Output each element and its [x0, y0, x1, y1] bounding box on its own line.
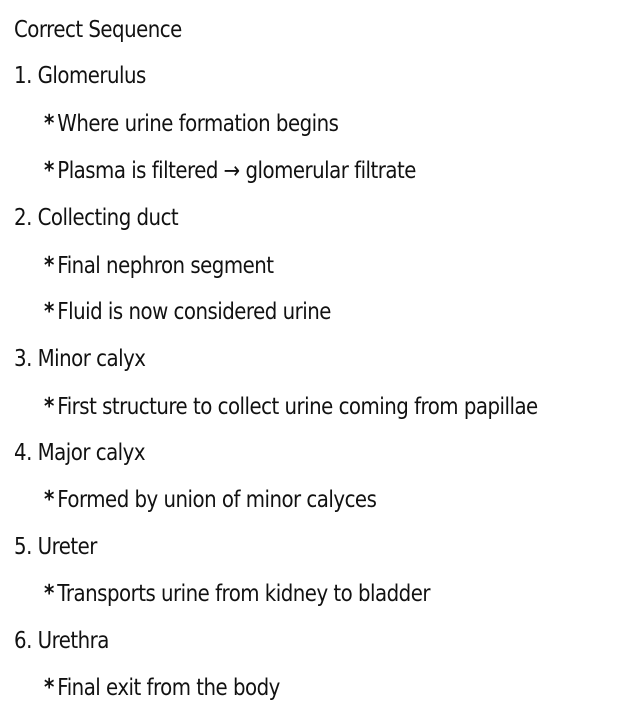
step-note-text: Plasma is filtered → glomerular filtrate	[57, 158, 416, 184]
step-heading: 5. Ureter	[14, 534, 97, 560]
step-heading: 4. Major calyx	[14, 440, 146, 466]
step-note	[44, 157, 416, 185]
step-note	[44, 110, 338, 138]
step-note-text: Transports urine from kidney to bladder	[57, 581, 430, 607]
asterisk-bullet-icon: *	[44, 299, 54, 325]
step-heading: 3. Minor calyx	[14, 346, 146, 372]
step-note	[44, 252, 273, 280]
step-note	[44, 393, 538, 421]
asterisk-bullet-icon: *	[44, 111, 54, 137]
step-note-text: Formed by union of minor calyces	[57, 487, 377, 513]
asterisk-bullet-icon: *	[44, 253, 54, 279]
asterisk-bullet-icon: *	[44, 675, 54, 701]
asterisk-bullet-icon: *	[44, 581, 54, 607]
asterisk-bullet-icon: *	[44, 394, 54, 420]
step-note-text: Final nephron segment	[57, 253, 274, 279]
step-note	[44, 486, 376, 514]
step-note	[44, 674, 280, 702]
step-heading: 2. Collecting duct	[14, 205, 179, 231]
asterisk-bullet-icon: *	[44, 158, 54, 184]
step-note-text: First structure to collect urine coming from papillae	[57, 394, 538, 420]
step-note	[44, 580, 430, 608]
step-note-text: Final exit from the body	[57, 675, 280, 701]
step-note-text: Where urine formation begins	[57, 111, 339, 137]
step-note	[44, 298, 331, 326]
step-heading: 6. Urethra	[14, 628, 109, 654]
step-note-text: Fluid is now considered urine	[57, 299, 331, 325]
asterisk-bullet-icon: *	[44, 487, 54, 513]
step-heading: 1. Glomerulus	[14, 63, 146, 89]
page-title: Correct Sequence	[14, 17, 182, 43]
